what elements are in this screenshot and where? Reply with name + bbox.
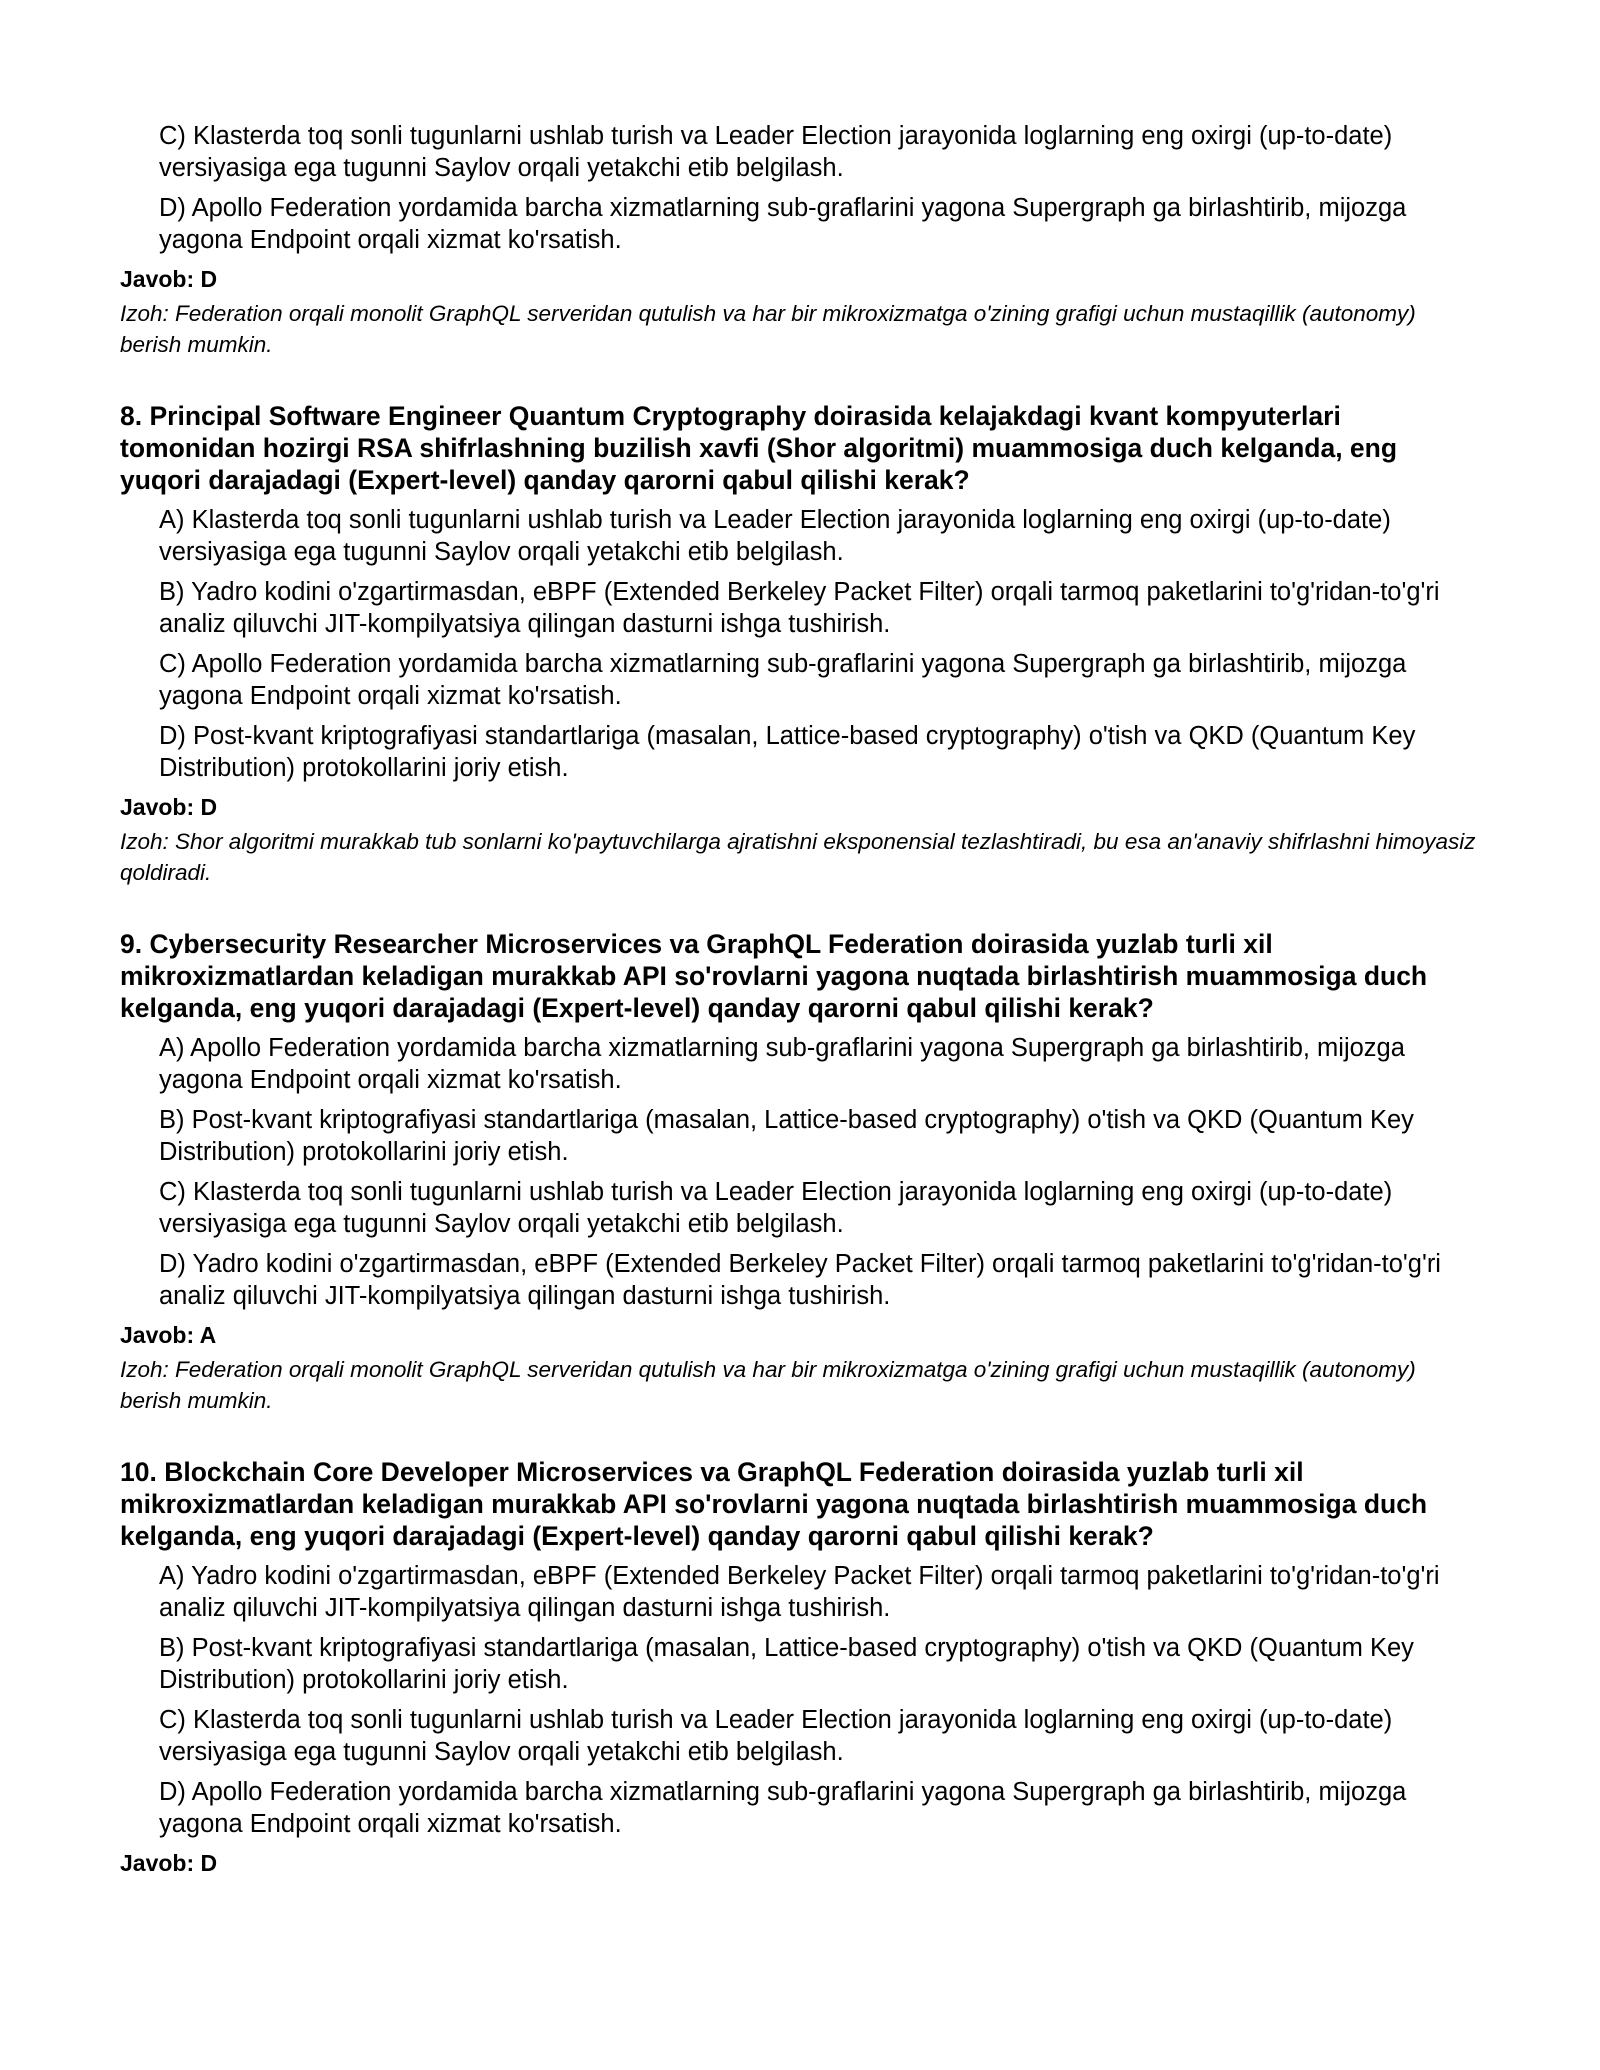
answer: Javob: D bbox=[120, 266, 218, 292]
option-a: A) Yadro kodini o'zgartirmasdan, eBPF (Extended Berkeley Packet Filter) orqali tarmoq paketlarini to'g'ridan-to'g'ri analiz qiluvchi JIT-kompilyatsiya qilingan dasturni ishga tushirish. bbox=[159, 1562, 1440, 1622]
option-c: C) Apollo Federation yordamida barcha xizmatlarning sub-graflarini yagona Supergraph ga birlashtirib, mijozga yagona Endpoint orqali xizmat ko'rsatish. bbox=[159, 650, 1407, 710]
question-9 bbox=[120, 928, 1480, 1416]
option-c: C) Klasterda toq sonli tugunlarni ushlab turish va Leader Election jarayonida loglarning eng oxirgi (up-to-date) versiyasiga ega tugunni Saylov orqali yetakchi etib belgilash. bbox=[159, 1706, 1393, 1766]
option-d: D) Post-kvant kriptografiyasi standartlariga (masalan, Lattice-based cryptography) o'tish va QKD (Quantum Key Distribution) protokollarini joriy etish. bbox=[159, 722, 1416, 782]
option-d: D) Apollo Federation yordamida barcha xizmatlarning sub-graflarini yagona Supergraph ga birlashtirib, mijozga yagona Endpoint orqali xizmat ko'rsatish. bbox=[159, 1778, 1407, 1838]
option-b: B) Yadro kodini o'zgartirmasdan, eBPF (Extended Berkeley Packet Filter) orqali tarmoq paketlarini to'g'ridan-to'g'ri analiz qiluvchi JIT-kompilyatsiya qilingan dasturni ishga tushirish. bbox=[159, 578, 1440, 638]
explanation-note: Izoh: Federation orqali monolit GraphQL serveridan qutulish va har bir mikroxizmatga o'zining grafigi uchun mustaqillik (autonomy) berish mumkin. bbox=[120, 301, 1416, 357]
explanation-note: Izoh: Shor algoritmi murakkab tub sonlarni ko'paytuvchilarga ajratishni eksponensial tezlashtiradi, bu esa an'anaviy shifrlashni himoyasiz qoldiradi. bbox=[120, 829, 1476, 885]
answer: Javob: D bbox=[120, 794, 218, 820]
option-b: B) Post-kvant kriptografiyasi standartlariga (masalan, Lattice-based cryptography) o'tish va QKD (Quantum Key Distribution) protokollarini joriy etish. bbox=[159, 1106, 1414, 1166]
question-title: 10. Blockchain Core Developer Microservices va GraphQL Federation doirasida yuzlab turli xil mikroxizmatlardan keladigan murakkab API so'rovlarni yagona nuqtada birlashtirish muammosiga duch kelganda, eng yuqori darajadagi (Expert-level) qanday qarorni qabul qilishi kerak? bbox=[120, 1457, 1428, 1551]
answer: Javob: A bbox=[120, 1322, 217, 1348]
question-10 bbox=[120, 1456, 1480, 1878]
question-title: 8. Principal Software Engineer Quantum Cryptography doirasida kelajakdagi kvant kompyuterlari tomonidan hozirgi RSA shifrlashning buzilish xavfi (Shor algoritmi) muammosiga duch kelganda, eng yuqori darajadagi (Expert-level) qanday qarorni qabul qilishi kerak? bbox=[120, 401, 1398, 495]
question-8 bbox=[120, 400, 1480, 888]
option-a: A) Apollo Federation yordamida barcha xizmatlarning sub-graflarini yagona Supergraph ga birlashtirib, mijozga yagona Endpoint orqali xizmat ko'rsatish. bbox=[159, 1034, 1405, 1094]
document-page bbox=[120, 120, 1480, 1882]
question-title: 9. Cybersecurity Researcher Microservices va GraphQL Federation doirasida yuzlab turli xil mikroxizmatlardan keladigan murakkab API so'rovlarni yagona nuqtada birlashtirish muammosiga duch kelganda, eng yuqori darajadagi (Expert-level) qanday qarorni qabul qilishi kerak? bbox=[120, 929, 1428, 1023]
option-d: D) Apollo Federation yordamida barcha xizmatlarning sub-graflarini yagona Supergraph ga birlashtirib, mijozga yagona Endpoint orqali xizmat ko'rsatish. bbox=[159, 194, 1407, 254]
option-d: D) Yadro kodini o'zgartirmasdan, eBPF (Extended Berkeley Packet Filter) orqali tarmoq paketlarini to'g'ridan-to'g'ri analiz qiluvchi JIT-kompilyatsiya qilingan dasturni ishga tushirish. bbox=[159, 1250, 1441, 1310]
option-b: B) Post-kvant kriptografiyasi standartlariga (masalan, Lattice-based cryptography) o'tish va QKD (Quantum Key Distribution) protokollarini joriy etish. bbox=[159, 1634, 1414, 1694]
option-c: C) Klasterda toq sonli tugunlarni ushlab turish va Leader Election jarayonida loglarning eng oxirgi (up-to-date) versiyasiga ega tugunni Saylov orqali yetakchi etib belgilash. bbox=[159, 122, 1393, 182]
option-c: C) Klasterda toq sonli tugunlarni ushlab turish va Leader Election jarayonida loglarning eng oxirgi (up-to-date) versiyasiga ega tugunni Saylov orqali yetakchi etib belgilash. bbox=[159, 1178, 1393, 1238]
answer: Javob: D bbox=[120, 1850, 218, 1876]
question-7-continuation bbox=[120, 120, 1480, 360]
explanation-note: Izoh: Federation orqali monolit GraphQL serveridan qutulish va har bir mikroxizmatga o'zining grafigi uchun mustaqillik (autonomy) berish mumkin. bbox=[120, 1357, 1416, 1413]
option-a: A) Klasterda toq sonli tugunlarni ushlab turish va Leader Election jarayonida loglarning eng oxirgi (up-to-date) versiyasiga ega tugunni Saylov orqali yetakchi etib belgilash. bbox=[159, 506, 1391, 566]
